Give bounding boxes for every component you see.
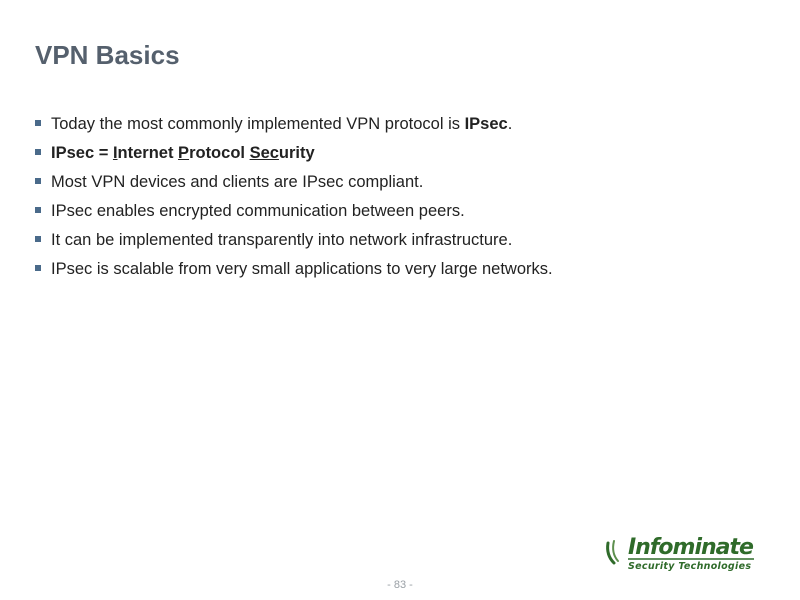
- bullet-text: Today the most commonly implemented VPN protocol is: [51, 115, 465, 133]
- logo-tagline: Security Technologies: [628, 561, 752, 572]
- bullet-item-scalability: [35, 257, 553, 286]
- slide-title: VPN Basics: [35, 40, 180, 70]
- square-bullet-icon: [35, 265, 41, 271]
- bullet-item-compliance: [35, 170, 553, 199]
- bullet-punctuation: .: [507, 115, 513, 133]
- definition-word-rest: urity: [278, 144, 315, 162]
- bullet-list: [35, 112, 553, 286]
- bullet-item-encryption: [35, 199, 553, 228]
- bullet-emphasis: IPsec: [464, 115, 508, 133]
- square-bullet-icon: [35, 236, 41, 242]
- definition-word-rest: nternet: [117, 144, 179, 162]
- square-bullet-icon: [35, 149, 41, 155]
- company-logo: [604, 533, 764, 579]
- acronym-letters-sec: Sec: [249, 144, 279, 162]
- bullet-item-protocol: [35, 112, 553, 141]
- bullet-item-definition: [35, 141, 553, 170]
- bullet-item-transparency: [35, 228, 553, 257]
- bullet-text: IPsec is scalable from very small applications to very large networks.: [51, 260, 553, 278]
- bullet-text: It can be implemented transparently into network infrastructure.: [51, 231, 513, 249]
- square-bullet-icon: [35, 120, 41, 126]
- page-number: - 83 -: [387, 579, 413, 591]
- square-bullet-icon: [35, 207, 41, 213]
- bullet-text: Most VPN devices and clients are IPsec compliant.: [51, 173, 424, 191]
- logo-wordmark: Infominate: [628, 535, 753, 560]
- definition-prefix: IPsec =: [51, 144, 113, 162]
- acronym-letter-i: I: [112, 144, 118, 162]
- definition-word-rest: rotocol: [189, 144, 250, 162]
- square-bullet-icon: [35, 178, 41, 184]
- acronym-letter-p: P: [178, 144, 190, 162]
- bullet-text: IPsec enables encrypted communication between peers.: [51, 202, 465, 220]
